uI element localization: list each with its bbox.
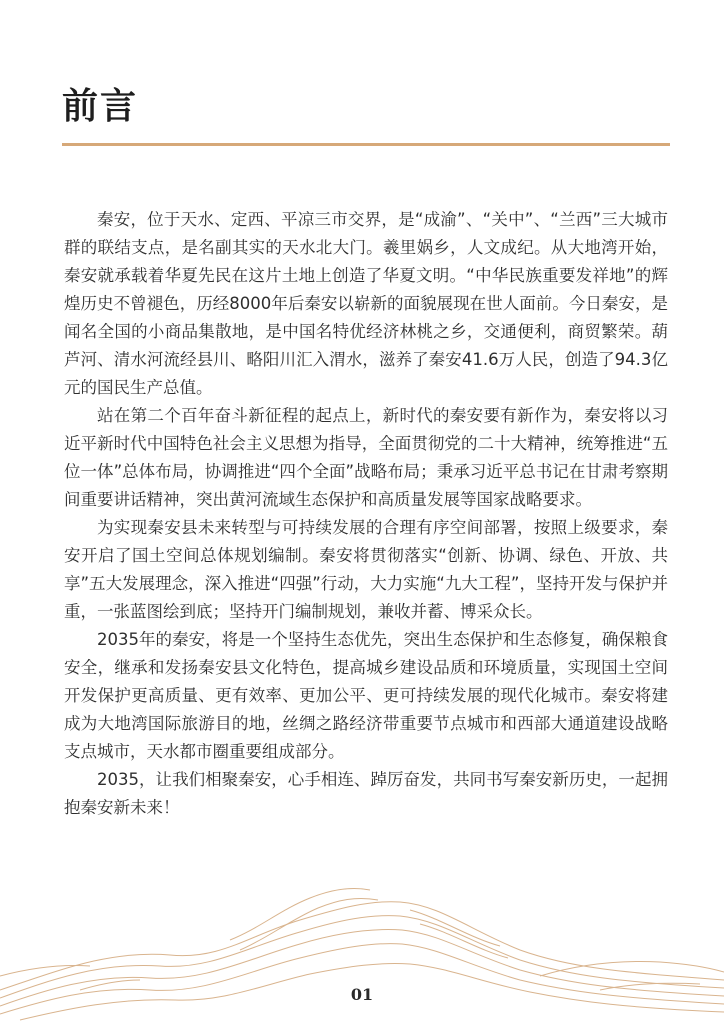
preface-body [64, 206, 668, 822]
page-number: 01 [350, 985, 374, 1004]
paragraph-5: 2035，让我们相聚秦安，心手相连、踔厉奋发，共同书写秦安新历史，一起拥抱秦安新未来！ [64, 770, 668, 817]
title-divider [62, 143, 670, 146]
paragraph-2: 站在第二个百年奋斗新征程的起点上，新时代的秦安要有新作为，秦安将以习近平新时代中国特色社会主义思想为指导，全面贯彻党的二十大精神，统筹推进“五位一体”总体布局，协调推进“四个全面”战略布局；秉承习近平总书记在甘肃考察期间重要讲话精神，突出黄河流域生态保护和高质量发展等国家战略要求。 [64, 406, 668, 509]
paragraph-1: 秦安，位于天水、定西、平凉三市交界，是“成渝”、“关中”、“兰西”三大城市群的联结支点，是名副其实的天水北大门。羲里娲乡，人文成纪。从大地湾开始，秦安就承载着华夏先民在这片土地上创造了华夏文明。“中华民族重要发祥地”的辉煌历史不曾褪色，历经8000年后秦安以崭新的面貌展现在世人面前。今日秦安，是闻名全国的小商品集散地，是中国名特优经济林桃之乡，交通便利，商贸繁荣。葫芦河、清水河流经县川、略阳川汇入渭水，滋养了秦安41.6万人民，创造了94.3亿元的国民生产总值。 [64, 210, 668, 397]
paragraph-3: 为实现秦安县未来转型与可持续发展的合理有序空间部署，按照上级要求，秦安开启了国土空间总体规划编制。秦安将贯彻落实“创新、协调、绿色、开放、共享”五大发展理念，深入推进“四强”行动，大力实施“九大工程”，坚持开发与保护并重，一张蓝图绘到底；坚持开门编制规划，兼收并蓄、博采众长。 [64, 518, 668, 621]
page-title: 前言 [62, 86, 139, 127]
paragraph-4: 2035年的秦安，将是一个坚持生态优先，突出生态保护和生态修复，确保粮食安全，继承和发扬秦安县文化特色，提高城乡建设品质和环境质量，实现国土空间开发保护更高质量、更有效率、更加公平、更可持续发展的现代化城市。秦安将建成为大地湾国际旅游目的地，丝绸之路经济带重要节点城市和西部大通道建设战略支点城市，天水都市圈重要组成部分。 [64, 630, 668, 761]
